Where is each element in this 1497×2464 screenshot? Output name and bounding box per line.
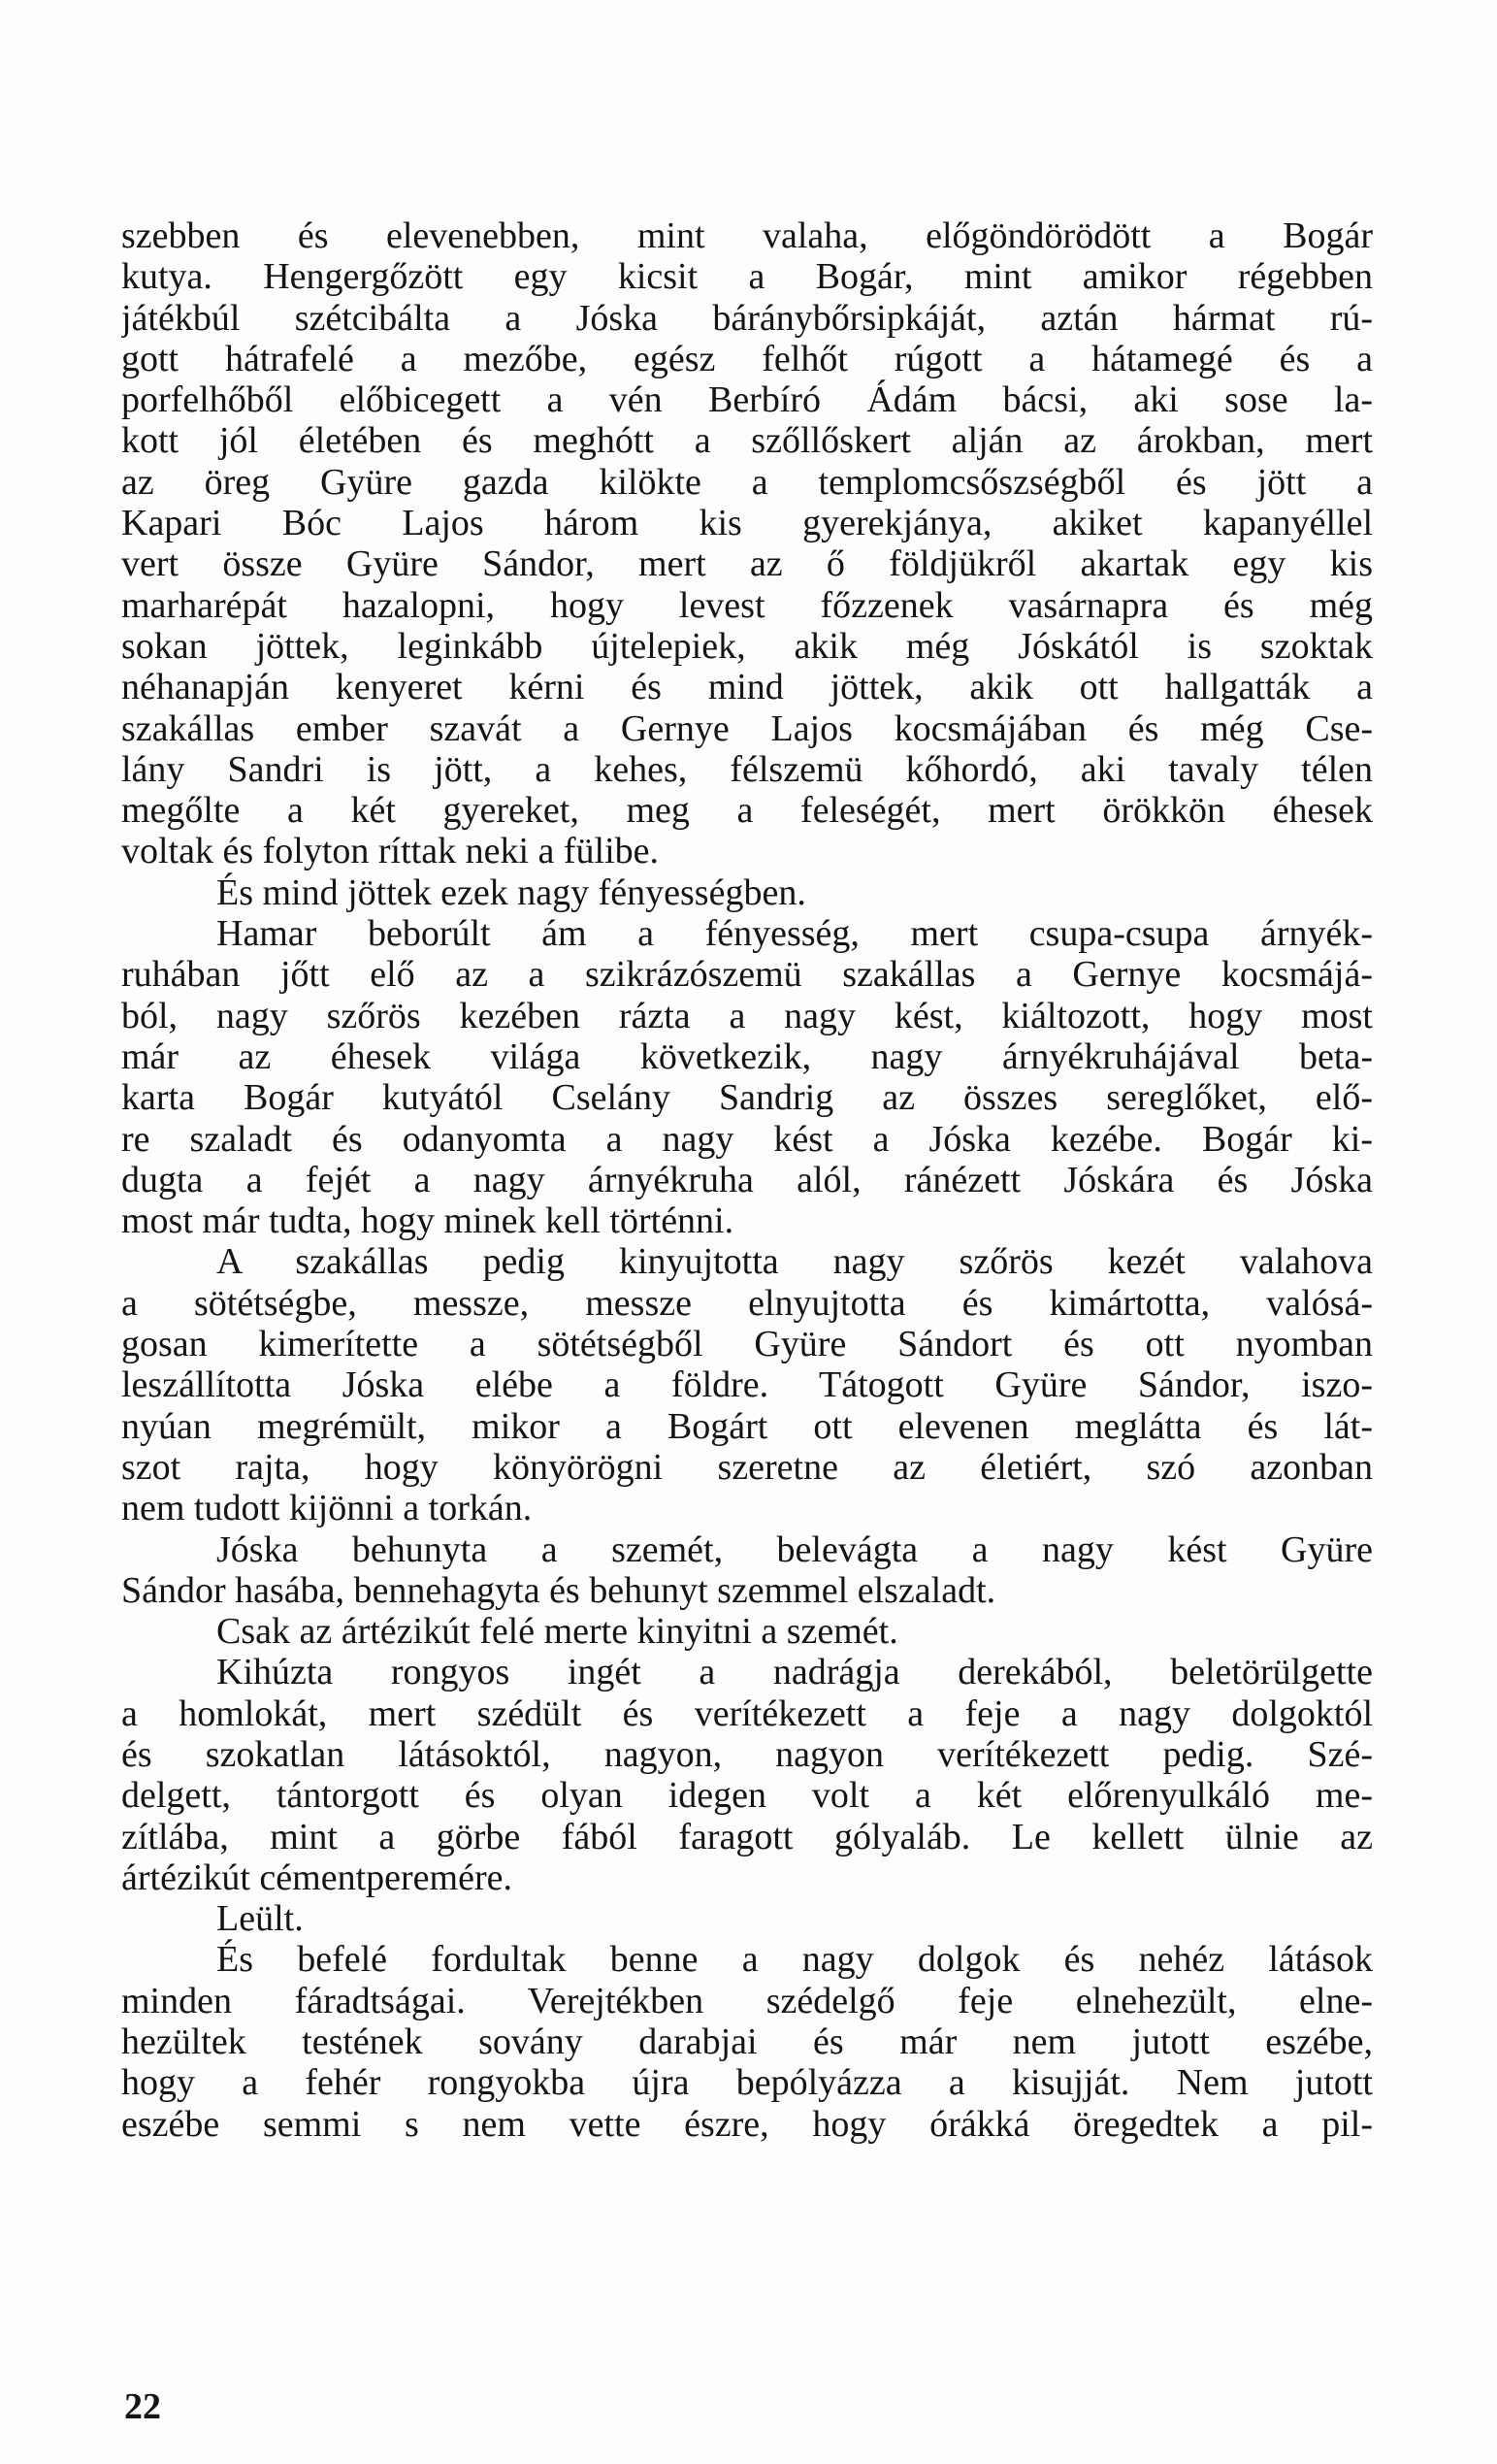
text-line: a homlokát, mert szédült és verítékezett a feje a nagy dolgoktól bbox=[121, 1692, 1373, 1734]
text-line: eszébe semmi s nem vette észre, hogy órákká öregedtek a pil- bbox=[121, 2103, 1373, 2145]
text-line: Csak az ártézikút felé merte kinyitni a szemét. bbox=[216, 1611, 898, 1653]
text-line: nem tudott kijönni a torkán. bbox=[121, 1488, 533, 1529]
text-line: voltak és folyton ríttak neki a fülibe. bbox=[121, 831, 660, 872]
text-line: az öreg Gyüre gazda kilökte a templomcsőszségből és jött a bbox=[121, 461, 1373, 503]
text-line: hogy a fehér rongyokba újra bepólyázza a kisujját. Nem jutott bbox=[121, 2062, 1373, 2104]
text-line: Hamar beborúlt ám a fényesség, mert csupa-csupa árnyék- bbox=[216, 913, 1373, 955]
text-line: Jóska behunyta a szemét, belevágta a nagy kést Gyüre bbox=[216, 1528, 1373, 1570]
text-line: a sötétségbe, messze, messze elnyujtotta és kimártotta, valósá- bbox=[121, 1282, 1373, 1324]
text-line: lány Sandri is jött, a kehes, félszemü kőhordó, aki tavaly télen bbox=[121, 748, 1373, 790]
text-line: játékbúl szétcibálta a Jóska báránybőrsipkáját, aztán hármat rú- bbox=[121, 297, 1373, 339]
text-line: zítlába, mint a görbe fából faragott gólyaláb. Le kellett ülnie az bbox=[121, 1816, 1373, 1857]
text-line: már az éhesek világa következik, nagy árnyékruhájával beta- bbox=[121, 1035, 1373, 1077]
text-line: És mind jöttek ezek nagy fényességben. bbox=[216, 871, 806, 913]
text-line: kutya. Hengergőzött egy kicsit a Bogár, mint amikor régebben bbox=[121, 256, 1373, 298]
text-line: néhanapján kenyeret kérni és mind jöttek, akik ott hallgatták a bbox=[121, 667, 1373, 708]
body-text bbox=[121, 215, 1373, 2145]
text-line: gosan kimerítette a sötétségből Gyüre Sándort és ott nyomban bbox=[121, 1324, 1373, 1365]
text-line: delgett, tántorgott és olyan idegen volt a két előrenyulkáló me- bbox=[121, 1775, 1373, 1817]
text-line: nyúan megrémült, mikor a Bogárt ott elevenen meglátta és lát- bbox=[121, 1405, 1373, 1447]
text-line: dugta a fejét a nagy árnyékruha alól, ránézett Jóskára és Jóska bbox=[121, 1159, 1373, 1200]
text-line: ból, nagy szőrös kezében rázta a nagy kést, kiáltozott, hogy most bbox=[121, 995, 1373, 1036]
text-line: gott hátrafelé a mezőbe, egész felhőt rúgott a hátamegé és a bbox=[121, 338, 1373, 379]
text-line: A szakállas pedig kinyujtotta nagy szőrös kezét valahova bbox=[216, 1241, 1373, 1283]
text-line: ártézikút cémentperemére. bbox=[121, 1856, 512, 1898]
text-line: hezültek testének sovány darabjai és már nem jutott eszébe, bbox=[121, 2021, 1373, 2063]
text-line: ruhában jőtt elő az a szikrázószemü szakállas a Gernye kocsmájá- bbox=[121, 954, 1373, 996]
text-line: porfelhőből előbicegett a vén Berbíró Ádám bácsi, aki sose la- bbox=[121, 379, 1373, 421]
text-line: szakállas ember szavát a Gernye Lajos kocsmájában és még Cse- bbox=[121, 707, 1373, 749]
text-line: most már tudta, hogy minek kell történni. bbox=[121, 1200, 734, 1242]
text-line: szot rajta, hogy könyörögni szeretne az életiért, szó azonban bbox=[121, 1446, 1373, 1488]
text-line: vert össze Gyüre Sándor, mert az ő földjükről akartak egy kis bbox=[121, 543, 1373, 585]
text-line: Kapari Bóc Lajos három kis gyerekjánya, akiket kapanyéllel bbox=[121, 503, 1373, 544]
text-line: minden fáradtságai. Verejtékben szédelgő feje elnehezült, elne- bbox=[121, 1980, 1373, 2021]
text-line: re szaladt és odanyomta a nagy kést a Jóska kezébe. Bogár ki- bbox=[121, 1118, 1373, 1160]
text-line: Leült. bbox=[216, 1898, 304, 1940]
page-number: 22 bbox=[124, 2386, 161, 2427]
text-line: leszállította Jóska elébe a földre. Tátogott Gyüre Sándor, iszo- bbox=[121, 1364, 1373, 1406]
text-line: És befelé fordultak benne a nagy dolgok és nehéz látások bbox=[216, 1939, 1373, 1981]
text-line: Kihúzta rongyos ingét a nadrágja derekából, beletörülgette bbox=[216, 1652, 1373, 1693]
text-line: Sándor hasába, bennehagyta és behunyt szemmel elszaladt. bbox=[121, 1569, 996, 1611]
text-line: szebben és elevenebben, mint valaha, előgöndörödött a Bogár bbox=[121, 215, 1373, 256]
text-line: megőlte a két gyereket, meg a feleségét, mert örökkön éhesek bbox=[121, 790, 1373, 832]
text-line: marharépát hazalopni, hogy levest főzzenek vasárnapra és még bbox=[121, 584, 1373, 626]
text-line: és szokatlan látásoktól, nagyon, nagyon verítékezett pedig. Szé- bbox=[121, 1733, 1373, 1775]
text-line: sokan jöttek, leginkább újtelepiek, akik még Jóskától is szoktak bbox=[121, 625, 1373, 667]
text-line: kott jól életében és meghótt a szőllőskert alján az árokban, mert bbox=[121, 420, 1373, 462]
text-line: karta Bogár kutyától Cselány Sandrig az összes sereglőket, elő- bbox=[121, 1077, 1373, 1119]
